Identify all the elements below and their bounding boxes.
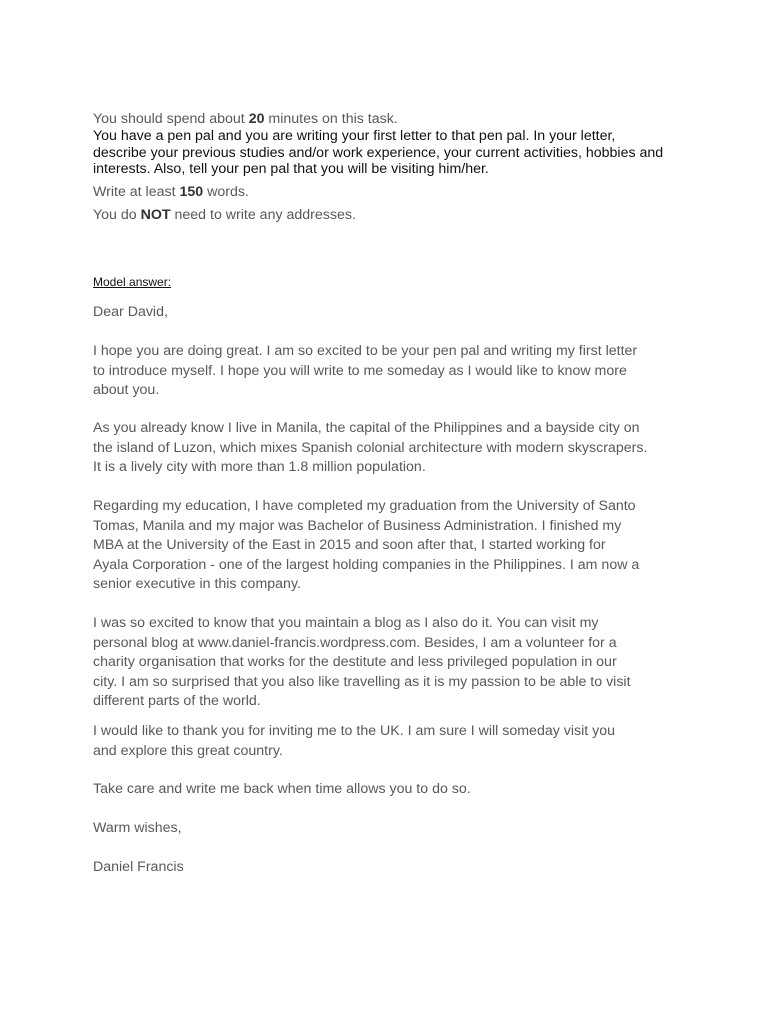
letter-line: senior executive in this company. xyxy=(93,576,301,592)
letter-line: different parts of the world. xyxy=(93,693,261,709)
letter-line: Take care and write me back when time allows you to do so. xyxy=(93,781,471,797)
word-count-instruction xyxy=(93,183,249,203)
letter-line: about you. xyxy=(93,382,160,398)
letter-paragraph-2 xyxy=(93,419,647,478)
letter-line: Tomas, Manila and my major was Bachelor of Business Administration. I finished my xyxy=(93,517,622,534)
letter-paragraph-3 xyxy=(93,497,639,595)
time-instruction xyxy=(93,110,398,130)
time-instruction-text: You should spend about xyxy=(93,111,249,127)
letter-line: the island of Luzon, which mixes Spanish colonial architecture with modern skyscrapers. xyxy=(93,439,648,456)
letter-line: charity organisation that works for the destitute and less privileged population in our xyxy=(93,654,617,670)
addresses-suffix: need to write any addresses. xyxy=(170,207,356,223)
letter-line: Regarding my education, I have completed my graduation from the University of Santo xyxy=(93,498,636,514)
word-count-value: 150 xyxy=(179,184,204,200)
letter-line: It is a lively city with more than 1.8 million population. xyxy=(93,459,426,475)
addresses-text: You do xyxy=(93,207,141,223)
time-instruction-suffix: minutes on this task. xyxy=(264,111,398,127)
task-line: interests. Also, tell your pen pal that you will be visiting him/her. xyxy=(93,161,489,177)
letter-greeting: Dear David, xyxy=(93,304,168,320)
word-count-text: Write at least xyxy=(93,184,180,200)
letter-line: city. I am so surprised that you also like travelling as it is my passion to be able to visit xyxy=(93,673,631,690)
letter-paragraph-4 xyxy=(93,614,631,712)
letter-line: I hope you are doing great. I am so excited to be your pen pal and writing my first letter xyxy=(93,343,638,359)
task-line: describe your previous studies and/or work experience, your current activities, hobbies and xyxy=(93,144,664,161)
letter-paragraph-5 xyxy=(93,722,615,761)
letter-line: MBA at the University of the East in 2015 and soon after that, I started working for xyxy=(93,537,606,553)
letter-paragraph-1 xyxy=(93,342,637,401)
letter-line: As you already know I live in Manila, the capital of the Philippines and a bayside city on xyxy=(93,420,640,436)
time-minutes-value: 20 xyxy=(248,111,265,127)
letter-paragraph-6 xyxy=(93,780,471,800)
model-answer-heading: Model answer: xyxy=(93,275,172,289)
letter-closing: Warm wishes, xyxy=(93,820,182,836)
task-line: You have a pen pal and you are writing your first letter to that pen pal. In your letter, xyxy=(93,128,616,144)
letter-line: Ayala Corporation - one of the largest holding companies in the Philippines. I am now a xyxy=(93,556,640,573)
letter-line: personal blog at www.daniel-francis.wordpress.com. Besides, I am a volunteer for a xyxy=(93,634,617,651)
letter-line: and explore this great country. xyxy=(93,742,283,759)
letter-line: I would like to thank you for inviting me to the UK. I am sure I will someday visit you xyxy=(93,723,616,739)
letter-line: I was so excited to know that you maintain a blog as I also do it. You can visit my xyxy=(93,615,599,631)
addresses-instruction xyxy=(93,206,356,226)
task-description xyxy=(93,128,663,178)
letter-line: to introduce myself. I hope you will write to me someday as I would like to know more xyxy=(93,362,627,379)
letter-signature: Daniel Francis xyxy=(93,859,184,875)
word-count-suffix: words. xyxy=(203,184,249,200)
addresses-emphasis: NOT xyxy=(140,207,171,223)
